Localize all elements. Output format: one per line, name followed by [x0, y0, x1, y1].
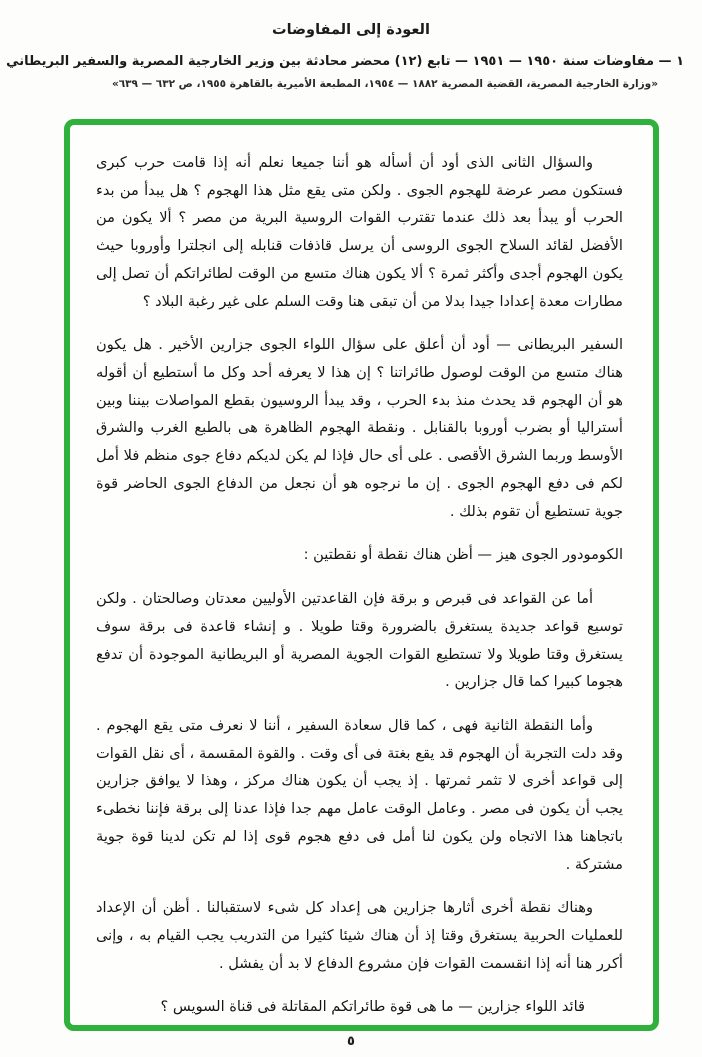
paragraph-point-three: وهناك نقطة أخرى أثارها جزارين هى إعداد كل شىء لاستقبالنا . أظن أن الإعداد للعمليات الحربية يستغرق وقتا إذ أن هناك شيئا كثيرا من التدريب يجب القيام به ، وإنى أكرر هنا أنه إذا انقسمت القوات فإن مشروع الدفاع لا بد أن يفشل . — [96, 899, 623, 972]
paragraph-air-commodore-intro: الكومودور الجوى هيز — أظن هناك نقطة أو نقطتين : — [303, 546, 623, 564]
paragraph-point-one: أما عن القواعد فى قبرص و برقة فإن القاعدتين الأوليين معدتان وصالحتان . ولكن توسيع قواعد جديدة يستغرق بالضرورة وقتا طويلا . و إنشاء قاعدة فى برقة سوف يستغرق وقتا طويلا ولا تستطيع القوات الجوية المصرية أو البريطانية الموجودة أن تدفع هجوما كبيرا كما قال جزارين . — [96, 590, 623, 691]
source-citation: «وزارة الخارجية المصرية، القضية المصرية ١٨٨٢ — ١٩٥٤، المطبعة الأميرية بالقاهرة ١٩٥٥، ص ٦٣٢ — ٦٣٩» — [111, 77, 658, 90]
section-heading: ١ — مفاوضات سنة ١٩٥٠ — ١٩٥١ — تابع (١٢) محضر محادثة بين وزير الخارجية المصرية والسفير البريطاني — [6, 54, 684, 69]
paragraph-gezarin-question: قائد اللواء جزارين — ما هى قوة طائراتكم المقاتلة فى قناة السويس ؟ — [160, 998, 585, 1016]
page-title: العودة إلى المفاوضات — [272, 22, 430, 38]
text-frame — [64, 119, 659, 1031]
paragraph-point-two: وأما النقطة الثانية فهى ، كما قال سعادة السفير ، أننا لا نعرف متى يقع الهجوم . وقد دلت التجربة أن الهجوم قد يقع بغتة فى أى وقت . والقوة المقسمة ، أى نقل القوات إلى قواعد أخرى لا تثمر ثمرتها . إذ يجب أن يكون هناك مركز ، وهذا لا يوافق جزارين يجب أن يكون فى مصر . وعامل الوقت عامل مهم جدا فإذا عدنا إلى برقة فإننا نخطىء باتجاهنا هذا الاتجاه ولن يكون لنا أمل فى دفع هجوم قوى إذا لم تكن لدينا قوة جوية مشتركة . — [96, 716, 623, 873]
paragraph-british-ambassador: السفير البريطانى — أود أن أعلق على سؤال اللواء الجوى جزارين الأخير . هل يكون هناك متسع من الوقت لوصول طائراتنا ؟ إن هذا لا يعرفه أحد وكل ما أستطيع أن أقوله هو أن الهجوم قد يحدث منذ بدء الحرب ، وقد يبدأ الروسيون بقطع المواصلات بيننا وبين أستراليا أو بضرب أوروبا بالقنابل . ونقطة الهجوم الظاهرة هى بالطبع الغرب والشرق الأوسط وربما الشرق الأقصى . على أى حال فإذا لم يكن لديكم دفاع جوى منظم فلا أمل لكم فى دفع الهجوم الجوى . إن ما نرجوه هو أن نجعل من الدفاع الجوى الحاضر قوة جوية تستطيع أن تقوم بذلك . — [96, 336, 623, 520]
page-number: ٥ — [347, 1034, 355, 1049]
paragraph-question: والسؤال الثانى الذى أود أن أسأله هو أننا جميعا نعلم أنه إذا قامت حرب كبرى فستكون مصر عرضة للهجوم الجوى . ولكن متى يقع مثل هذا الهجوم ؟ هل يبدأ من بدء الحرب أو يبدأ بعد ذلك عندما تقترب القوات الروسية البرية من مصر ؟ ألا يكون من الأفضل لقائد السلاح الجوى الروسى أن يرسل قاذفات قنابله إلى انجلترا وأوروبا حيث يكون الهجوم أجدى وأكثر ثمرة ؟ ألا يكون هناك متسع من الوقت لطائراتكم أن تصل إلى مطارات معدة إعدادا جيدا بدلا من أن تبقى هنا وقت السلم على غير رغبة البلاد ؟ — [96, 154, 623, 310]
